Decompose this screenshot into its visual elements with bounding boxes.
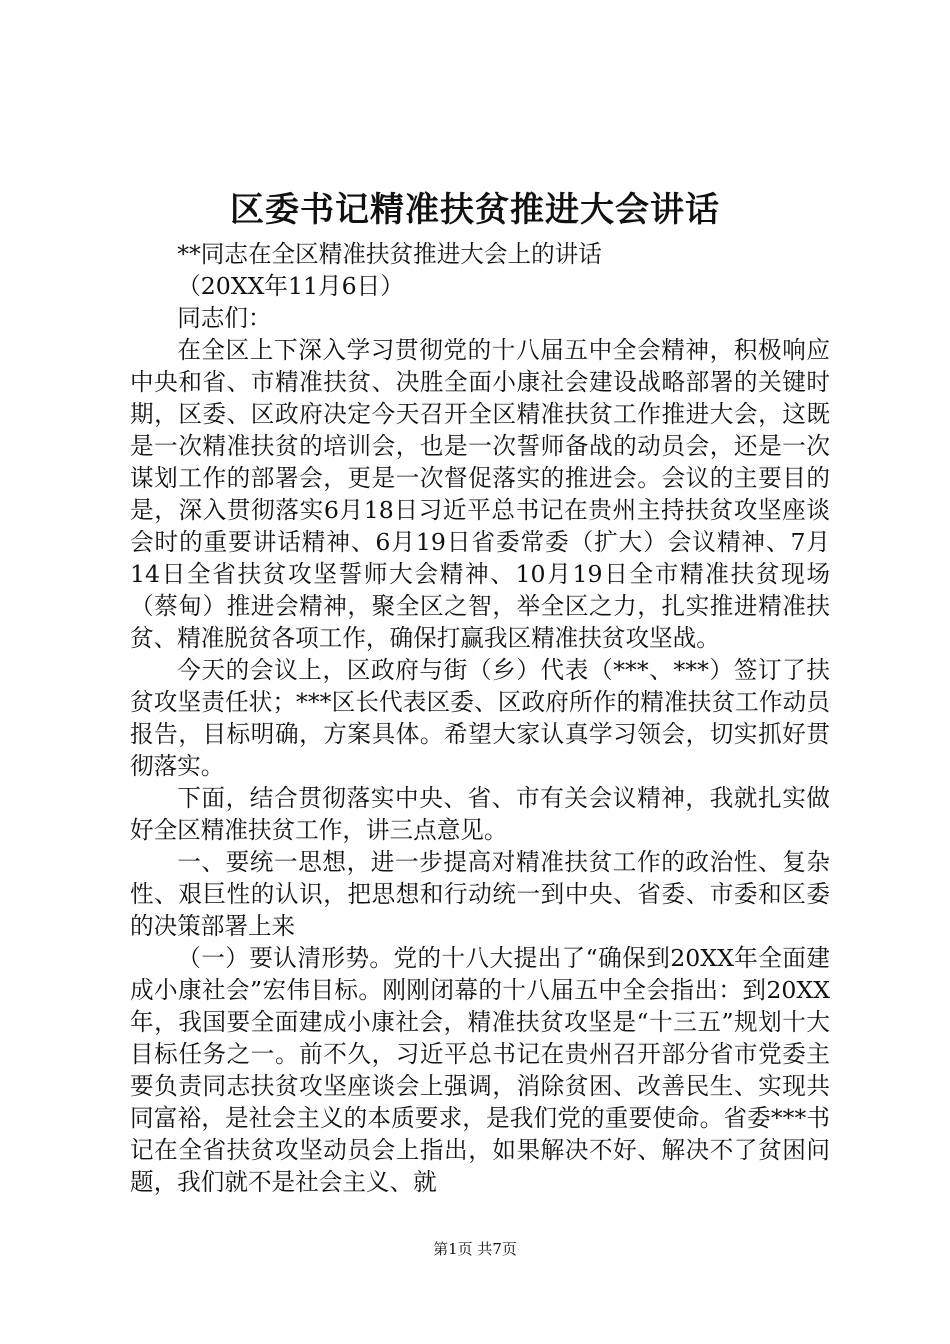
speech-subtitle: **同志在全区精准扶贫推进大会上的讲话 [177, 240, 602, 268]
document-title: 区委书记精准扶贫推进大会讲话 [230, 190, 720, 230]
document-body [130, 238, 830, 1198]
paragraph-3: 下面，结合贯彻落实中央、省、市有关会议精神，我就扎实做好全区精准扶贫工作，讲三点意见。 [130, 784, 830, 844]
paragraph-2: 今天的会议上，区政府与街（乡）代表（***、***）签订了扶贫攻坚责任状；***区长代表区委、区政府所作的精准扶贫工作动员报告，目标明确，方案具体。希望大家认真学习领会，切实抓好贯彻落实。 [130, 656, 830, 780]
section-heading-1: 一、要统一思想，进一步提高对精准扶贫工作的政治性、复杂性、艰巨性的认识，把思想和行动统一到中央、省委、市委和区委的决策部署上来 [130, 848, 830, 940]
paragraph-1: 在全区上下深入学习贯彻党的十八届五中全会精神，积极响应中央和省、市精准扶贫、决胜全面小康社会建设战略部署的关键时期，区委、区政府决定今天召开全区精准扶贫工作推进大会，这既是一次精准扶贫的培训会，也是一次誓师备战的动员会，还是一次谋划工作的部署会，更是一次督促落实的推进会。会议的主要目的是，深入贯彻落实6月18日习近平总书记在贵州主持扶贫攻坚座谈会时的重要讲话精神、6月19日省委常委（扩大）会议精神、7月14日全省扶贫攻坚誓师大会精神、10月19日全市精准扶贫现场（蔡甸）推进会精神，聚全区之智，举全区之力，扎实推进精准扶贫、精准脱贫各项工作，确保打赢我区精准扶贫攻坚战。 [130, 336, 830, 652]
salutation: 同志们： [177, 304, 272, 332]
speech-date: （20XX年11月6日） [177, 272, 404, 300]
page-number: 第1页 共7页 [433, 1240, 517, 1258]
paragraph-4: （一）要认清形势。党的十八大提出了“确保到20XX年全面建成小康社会”宏伟目标。刚刚闭幕的十八届五中全会指出：到20XX年，我国要全面建成小康社会，精准扶贫攻坚是“十三五”规划十大目标任务之一。前不久，习近平总书记在贵州召开部分省市党委主要负责同志扶贫攻坚座谈会上强调，消除贫困、改善民生、实现共同富裕，是社会主义的本质要求，是我们党的重要使命。省委***书记在全省扶贫攻坚动员会上指出，如果解决不好、解决不了贫困问题，我们就不是社会主义、就 [130, 944, 830, 1196]
